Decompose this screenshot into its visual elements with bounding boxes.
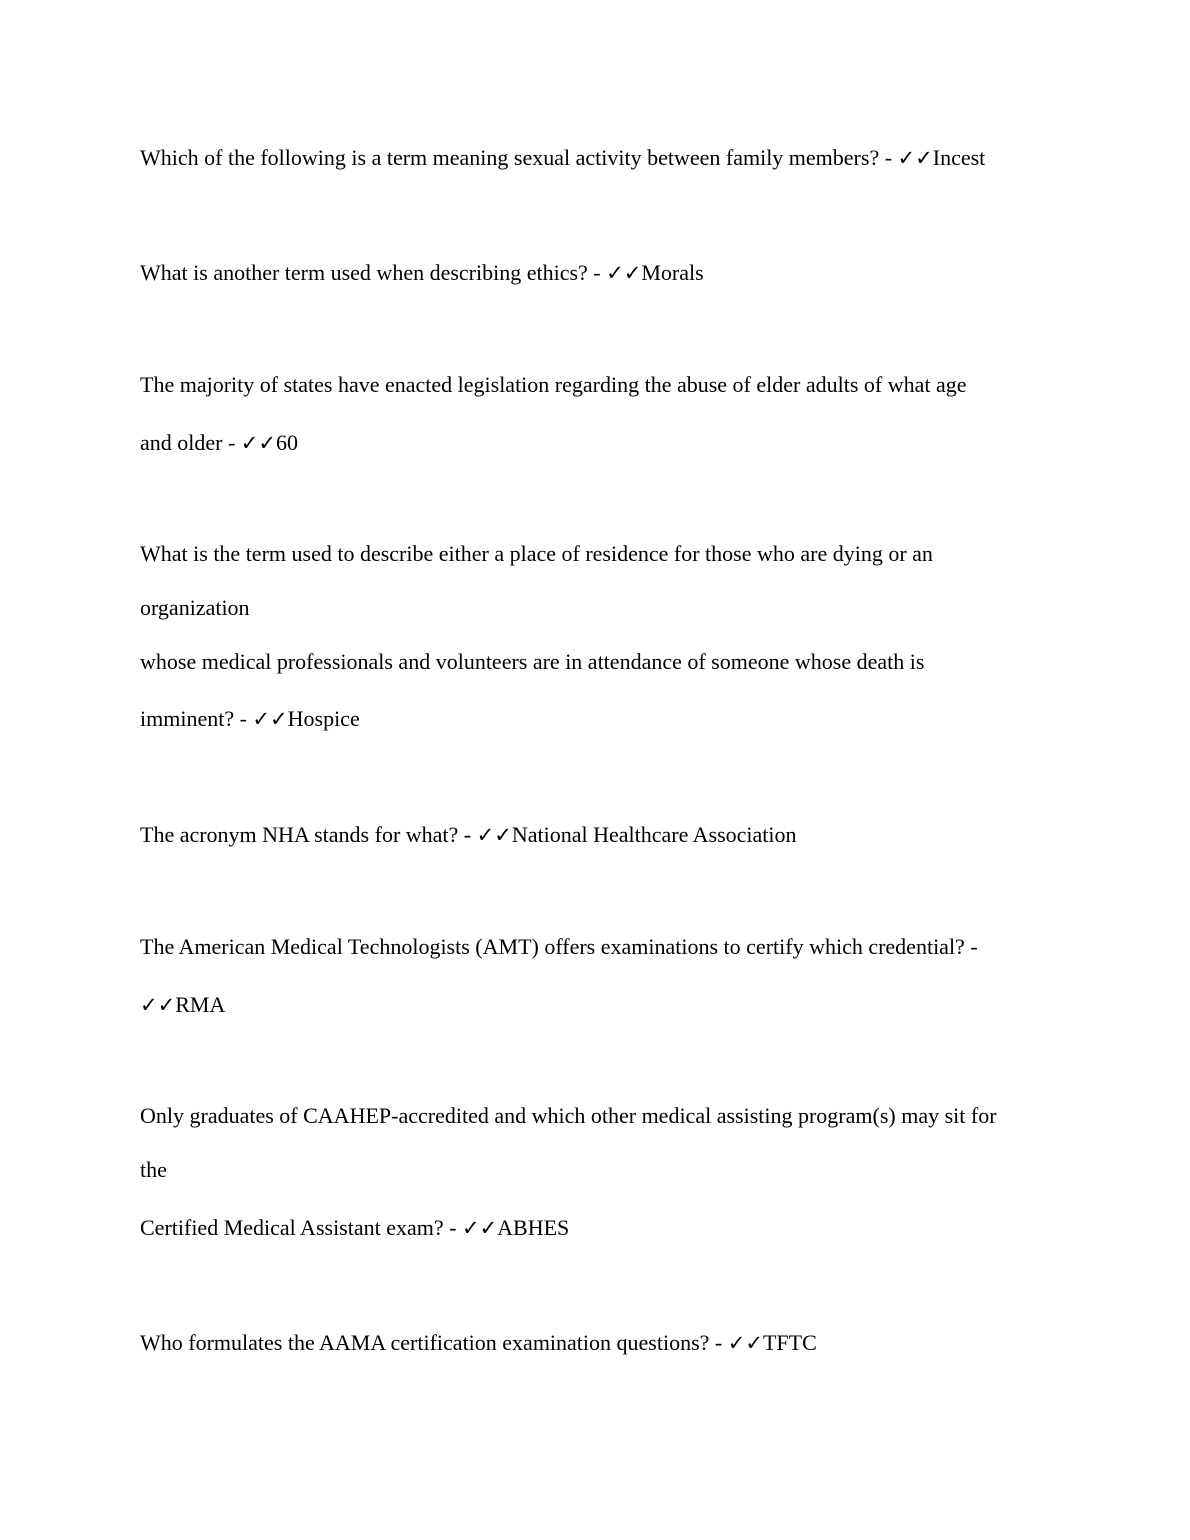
question-text: the [140,1157,167,1182]
double-check-icon: ✓✓ [606,261,642,285]
question-line [140,1103,1080,1129]
double-check-icon: ✓✓ [252,707,288,731]
double-check-icon: ✓✓ [140,993,176,1017]
double-check-icon: ✓✓ [476,823,512,847]
question-line [140,1330,1080,1356]
question-text: and older - [140,430,241,455]
answer-text: TFTC [762,1330,817,1355]
question-text: The majority of states have enacted legislation regarding the abuse of elder adults of what age [140,372,967,397]
answer-text: RMA [175,992,226,1017]
question-line [140,145,1080,171]
double-check-icon: ✓✓ [461,1216,498,1240]
question-line [140,595,1080,621]
question-text: Who formulates the AAMA certification examination questions? - [140,1330,728,1355]
answer-text: Morals [641,260,704,285]
question-line [140,260,1080,286]
question-text: The American Medical Technologists (AMT) offers examinations to certify which credential? - [140,934,978,959]
answer-text: Incest [932,145,986,170]
answer-text: National Healthcare Association [511,822,797,847]
double-check-icon: ✓✓ [897,146,933,170]
question-line [140,1215,1080,1241]
question-line [140,992,1080,1018]
question-line [140,934,1080,960]
question-line [140,1157,1080,1183]
answer-text: 60 [276,430,298,455]
question-text: What is the term used to describe either a place of residence for those who are dying or an [140,541,933,566]
double-check-icon: ✓✓ [240,431,276,455]
question-line [140,822,1080,848]
question-line [140,430,1080,456]
answer-text: Hospice [287,706,360,731]
question-text: organization [140,595,250,620]
question-line [140,706,1080,732]
question-text: What is another term used when describing ethics? - [140,260,607,285]
question-line [140,372,1080,398]
question-text: Certified Medical Assistant exam? - [140,1215,462,1240]
answer-text: ABHES [497,1215,570,1240]
question-text: The acronym NHA stands for what? - [140,822,477,847]
question-line [140,649,1080,675]
question-text: whose medical professionals and volunteers are in attendance of someone whose death is [140,649,925,674]
double-check-icon: ✓✓ [727,1331,763,1355]
question-text: imminent? - [140,706,253,731]
question-line [140,541,1080,567]
question-text: Only graduates of CAAHEP-accredited and which other medical assisting program(s) may sit for [140,1103,997,1128]
question-text: Which of the following is a term meaning sexual activity between family members? - [140,145,898,170]
